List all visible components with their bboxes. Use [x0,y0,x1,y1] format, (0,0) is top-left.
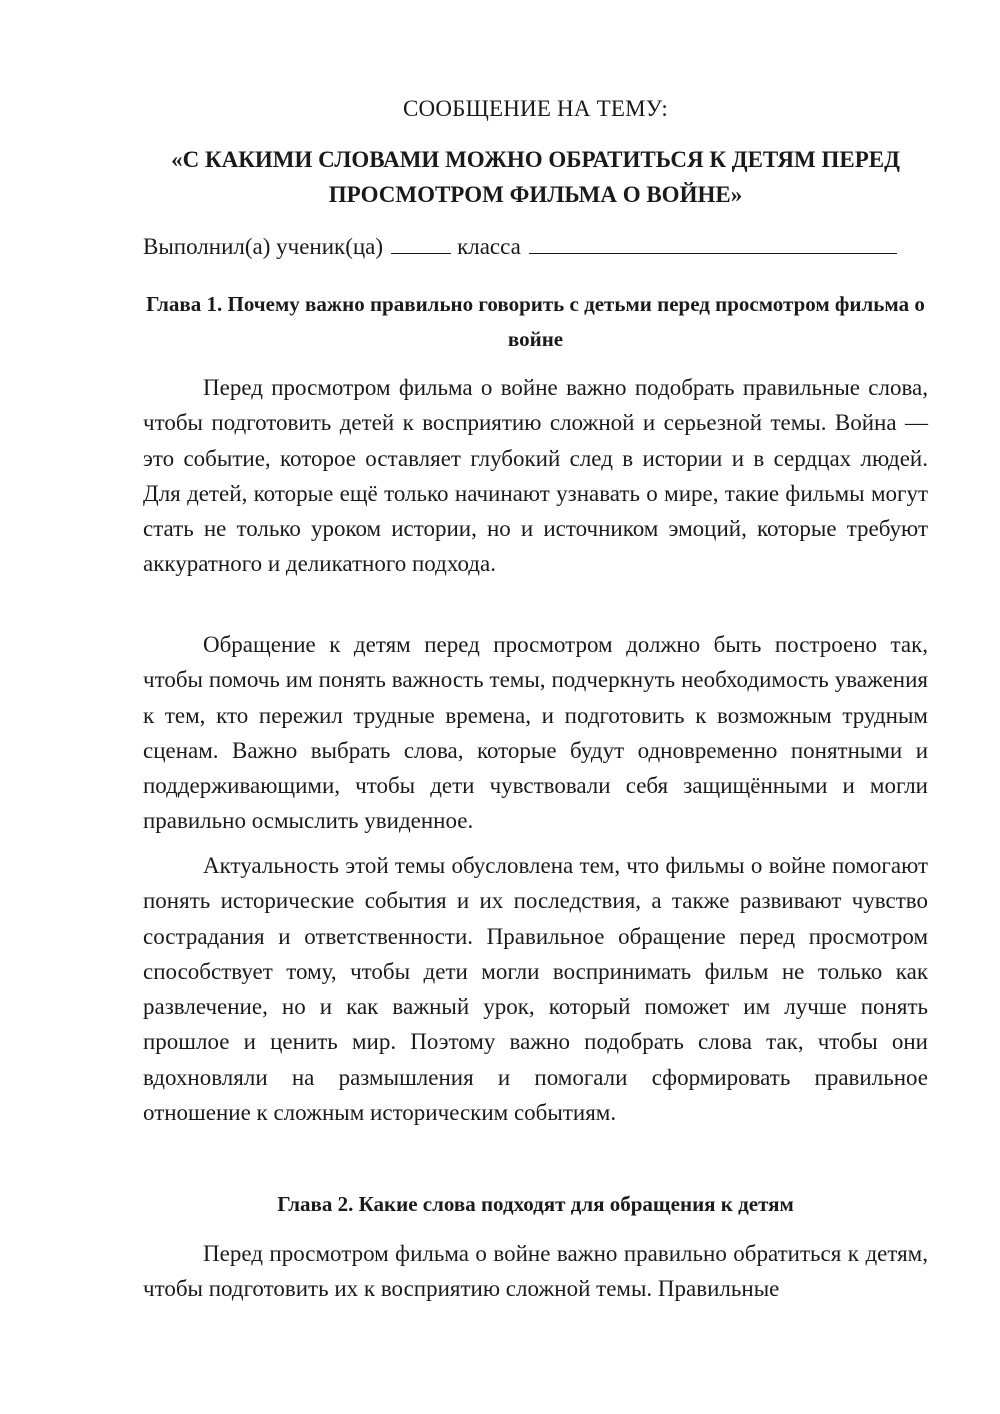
name-blank-field [529,231,897,254]
grade-blank-field [391,231,451,254]
chapter-heading: Глава 2. Какие слова подходят для обращения к детям [277,1192,794,1216]
document-title: «С КАКИМИ СЛОВАМИ МОЖНО ОБРАТИТЬСЯ К ДЕТЯМ ПЕРЕД ПРОСМОТРОМ ФИЛЬМА О ВОЙНЕ» [171,147,900,207]
paragraph: Актуальность этой темы обусловлена тем, что фильмы о войне помогают понять исторические события и их последствия, а также развивают чувство сострадания и ответственности. Правильное обращение перед просмотром способствует тому, чтобы дети могли воспринимать фильм не только как развлечение, но и как важный урок, который поможет им лучше понять прошлое и ценить мир. Поэтому важно подобрать слова так, чтобы они вдохновляли на размышления и помогали сформировать правильное отношение к сложным историческим событиям. [143,853,928,1126]
paragraph: Перед просмотром фильма о войне важно подобрать правильные слова, чтобы подготовить детей к восприятию сложной и серьезной темы. Война — это событие, которое оставляет глубокий след в истории и в сердцах людей. Для детей, которые ещё только начинают узнавать о мире, такие фильмы могут стать не только уроком истории, но и источником эмоций, которые требуют аккуратного и деликатного подхода. [143,375,928,577]
author-prefix: Выполнил(а) ученик(ца) [143,234,384,259]
paragraph: Перед просмотром фильма о войне важно правильно обратиться к детям, чтобы подготовить их к восприятию сложной темы. Правильные [143,1241,928,1302]
document-label: СООБЩЕНИЕ НА ТЕМУ: [403,96,668,121]
author-line [143,231,928,263]
grade-word: класса [457,234,521,259]
chapter-heading: Глава 1. Почему важно правильно говорить с детьми перед просмотром фильма о войне [146,292,925,351]
paragraph: Обращение к детям перед просмотром должно быть построено так, чтобы помочь им понять важность темы, подчеркнуть необходимость уважения к тем, кто пережил трудные времена, и подготовить к возможным трудным сценам. Важно выбрать слова, которые будут одновременно понятными и поддерживающими, чтобы дети чувствовали себя защищёнными и могли правильно осмыслить увиденное. [143,632,928,834]
